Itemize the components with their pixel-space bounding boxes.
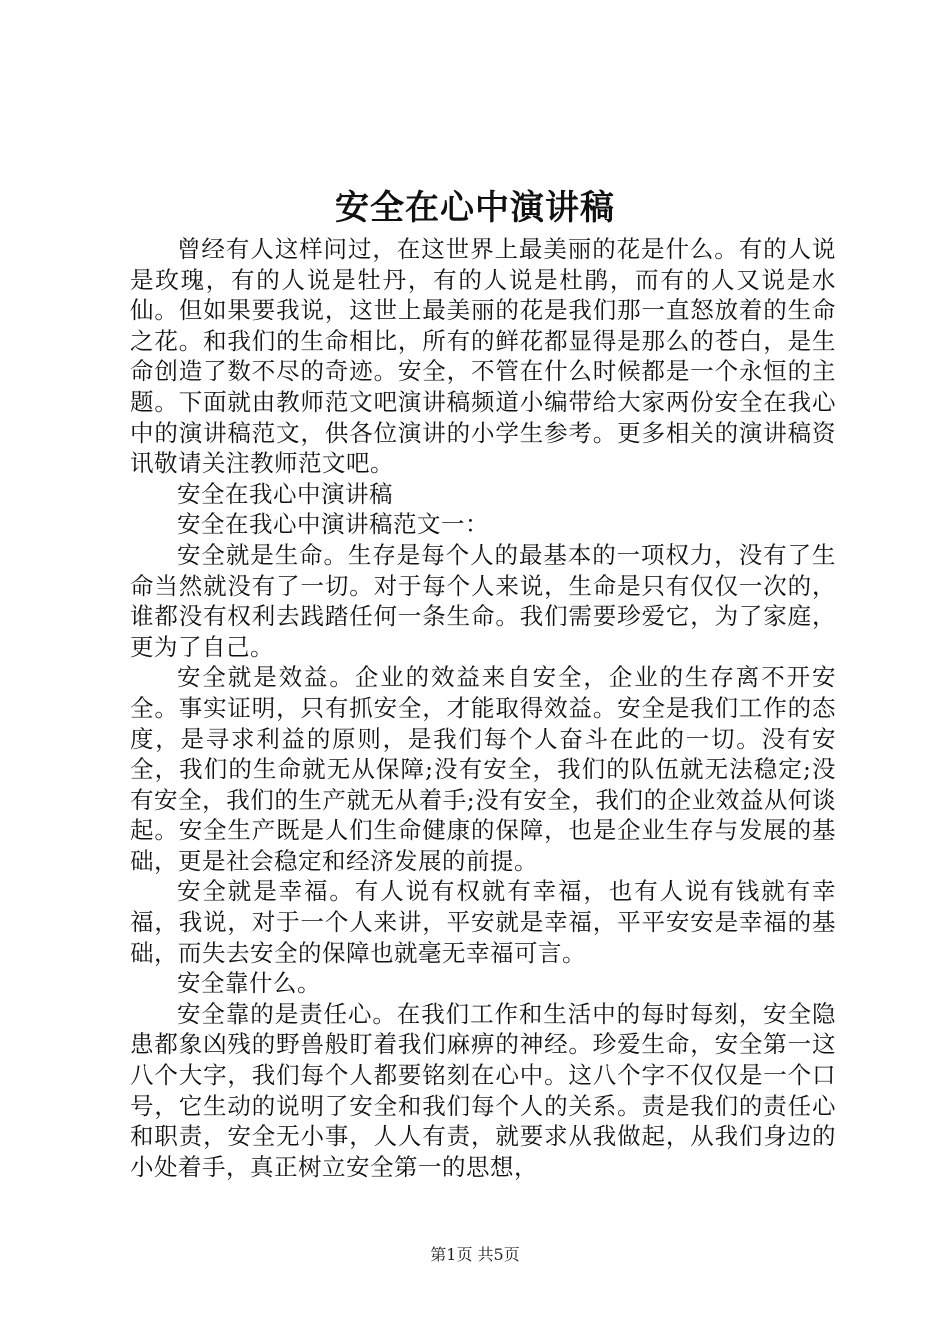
paragraph-heading-speech: 安全在我心中演讲稿 (177, 479, 393, 508)
paragraph-safety-is-life: 安全就是生命。生存是每个人的最基本的一项权力，没有了生命当然就没有了一切。对于每个人来说，生命是只有仅仅一次的，谁都没有权利去践踏任何一条生命。我们需要珍爱它，为了家庭，更为了自己。 (130, 540, 836, 661)
document-title: 安全在心中演讲稿 (335, 188, 615, 228)
paragraph-what-safety-relies-on: 安全靠什么。 (177, 969, 321, 998)
paragraph-responsibility: 安全靠的是责任心。在我们工作和生活中的每时每刻，安全隐患都象凶残的野兽般盯着我们麻痹的神经。珍爱生命，安全第一这八个大字，我们每个人都要铭刻在心中。这八个字不仅仅是一个口号，它生动的说明了安全和我们每个人的关系。责是我们的责任心和职责，安全无小事，人人有责，就要求从我做起，从我们身边的小处着手，真正树立安全第一的思想， (130, 999, 836, 1181)
paragraph-heading-sample-one: 安全在我心中演讲稿范文一： (177, 510, 489, 539)
page-number-footer: 第1页 共5页 (430, 1245, 520, 1264)
paragraph-safety-is-benefit: 安全就是效益。企业的效益来自安全，企业的生存离不开安全。事实证明，只有抓安全，才能取得效益。安全是我们工作的态度，是寻求利益的原则，是我们每个人奋斗在此的一切。没有安全，我们的生命就无从保障;没有安全，我们的队伍就无法稳定;没有安全，我们的生产就无从着手;没有安全，我们的企业效益从何谈起。安全生产既是人们生命健康的保障，也是企业生存与发展的基础，更是社会稳定和经济发展的前提。 (130, 663, 836, 875)
paragraph-intro: 曾经有人这样问过，在这世界上最美丽的花是什么。有的人说是玫瑰，有的人说是牡丹，有的人说是杜鹃，而有的人又说是水仙。但如果要我说，这世上最美丽的花是我们那一直怒放着的生命之花。和我们的生命相比，所有的鲜花都显得是那么的苍白，是生命创造了数不尽的奇迹。安全，不管在什么时候都是一个永恒的主题。下面就由教师范文吧演讲稿频道小编带给大家两份安全在我心中的演讲稿范文，供各位演讲的小学生参考。更多相关的演讲稿资讯敬请关注教师范文吧。 (130, 235, 836, 478)
document-body (130, 234, 836, 1182)
paragraph-safety-is-happiness: 安全就是幸福。有人说有权就有幸福，也有人说有钱就有幸福，我说，对于一个人来讲，平安就是幸福，平平安安是幸福的基础，而失去安全的保障也就毫无幸福可言。 (130, 877, 836, 967)
